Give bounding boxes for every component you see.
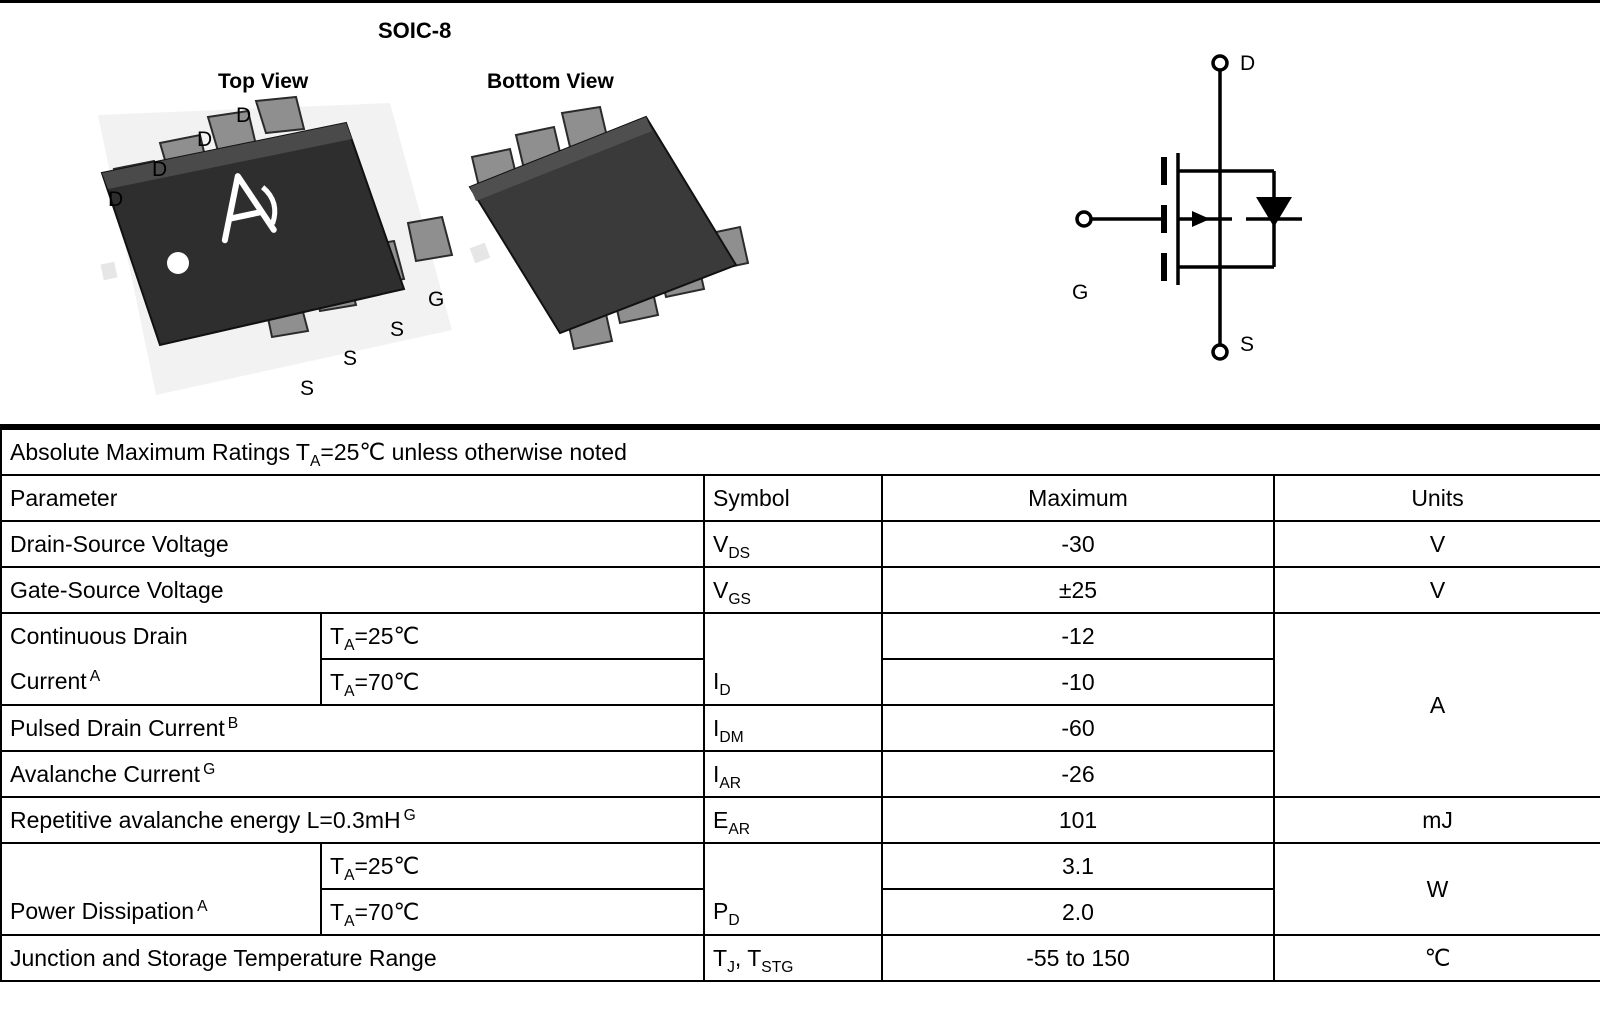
- table-row: [1, 935, 1600, 981]
- row-symbol: [704, 751, 882, 797]
- row-maximum: -60: [882, 705, 1274, 751]
- row-units: mJ: [1274, 797, 1600, 843]
- soic8-bottom-view-drawing: [450, 95, 780, 385]
- row-units: V: [1274, 567, 1600, 613]
- row-maximum: -55 to 150: [882, 935, 1274, 981]
- parameter-note: G: [403, 806, 416, 824]
- schematic-source-label: S: [1240, 333, 1255, 356]
- parameter-text: Current: [10, 668, 87, 694]
- pin-label-s2: S: [343, 347, 358, 370]
- col-units: Units: [1274, 475, 1600, 521]
- table-row: [1, 567, 1600, 613]
- pin-label-s1: S: [390, 318, 405, 341]
- row-symbol: [704, 797, 882, 843]
- parameter-text: Repetitive avalanche energy L=0.3mH: [10, 806, 401, 833]
- condition-rest: =25℃: [354, 852, 420, 879]
- mosfet-schematic-symbol: [1060, 45, 1360, 375]
- symbol-sub: AR: [728, 820, 751, 838]
- row-maximum: ±25: [882, 567, 1274, 613]
- parameter-text: Power Dissipation: [10, 898, 195, 924]
- condition-sub: A: [344, 636, 355, 654]
- top-view-label: Top View: [218, 70, 309, 93]
- parameter-note: A: [89, 668, 101, 685]
- condition-rest: =70℃: [354, 668, 420, 695]
- ratings-heading-rest: =25℃ unless otherwise noted: [320, 438, 627, 465]
- parameter-text: Pulsed Drain Current: [10, 714, 225, 741]
- condition-base: T: [330, 898, 345, 925]
- row-parameter: Junction and Storage Temperature Range: [1, 935, 704, 981]
- table-row: [1, 613, 1600, 659]
- row-parameter: [1, 659, 321, 705]
- row-units: ℃: [1274, 935, 1600, 981]
- table-heading-row: [1, 429, 1600, 475]
- symbol-sub: DM: [719, 728, 744, 746]
- row-symbol: [704, 567, 882, 613]
- schematic-drain-label: D: [1240, 52, 1256, 75]
- pin-label-d3: D: [152, 158, 168, 181]
- table-row: [1, 797, 1600, 843]
- pin-label-d4: D: [108, 188, 124, 211]
- col-symbol: Symbol: [704, 475, 882, 521]
- symbol-base: I: [713, 668, 720, 694]
- condition-rest: =70℃: [354, 898, 420, 925]
- ratings-heading: [1, 429, 1600, 475]
- soic8-top-view-drawing: [60, 95, 490, 415]
- condition-sub: A: [344, 912, 355, 930]
- row-units: V: [1274, 521, 1600, 567]
- row-maximum: 101: [882, 797, 1274, 843]
- row-parameter: Gate-Source Voltage: [1, 567, 704, 613]
- symbol-sub: GS: [728, 590, 751, 608]
- condition-base: T: [330, 668, 345, 695]
- symbol-sub: J: [727, 958, 735, 976]
- row-maximum: -26: [882, 751, 1274, 797]
- pin-label-d2: D: [197, 128, 213, 151]
- symbol-sub-2: STG: [761, 958, 794, 976]
- condition-base: T: [330, 852, 345, 879]
- symbol-sub: DS: [728, 544, 751, 562]
- pin-label-s3: S: [300, 377, 315, 400]
- symbol-sub: D: [728, 912, 740, 929]
- parameter-text: Avalanche Current: [10, 760, 201, 787]
- row-parameter: [1, 705, 704, 751]
- symbol-base: I: [713, 760, 720, 787]
- symbol-base: T: [713, 944, 728, 971]
- condition-sub: A: [344, 866, 355, 884]
- parameter-note: B: [227, 714, 239, 732]
- row-symbol: [704, 521, 882, 567]
- row-symbol: [704, 705, 882, 751]
- symbol-base: I: [713, 714, 720, 741]
- col-parameter: Parameter: [1, 475, 704, 521]
- row-condition: [321, 613, 704, 659]
- row-maximum: -10: [882, 659, 1274, 705]
- schematic-gate-label: G: [1072, 281, 1089, 304]
- symbol-sub: D: [719, 682, 731, 699]
- row-condition: [321, 843, 704, 889]
- parameter-note: G: [203, 760, 216, 778]
- parameter-note: A: [197, 898, 208, 915]
- row-parameter: Continuous Drain: [1, 613, 321, 659]
- row-maximum: 2.0: [882, 889, 1274, 935]
- symbol-base-2: , T: [734, 944, 762, 971]
- row-condition: [321, 659, 704, 705]
- pin-label-g: G: [428, 288, 445, 311]
- absolute-maximum-ratings-table: [0, 428, 1600, 982]
- symbol-sub: AR: [719, 774, 742, 792]
- row-symbol: [704, 889, 882, 935]
- col-maximum: Maximum: [882, 475, 1274, 521]
- symbol-base: V: [713, 530, 729, 557]
- pin-label-d1: D: [236, 104, 252, 127]
- row-units: W: [1274, 843, 1600, 935]
- row-parameter: [1, 797, 704, 843]
- condition-sub: A: [344, 682, 355, 700]
- row-units: A: [1274, 613, 1600, 797]
- table-column-header-row: [1, 475, 1600, 521]
- row-parameter: [1, 843, 321, 889]
- row-condition: [321, 889, 704, 935]
- table-row: [1, 521, 1600, 567]
- row-maximum: -12: [882, 613, 1274, 659]
- row-parameter: [1, 889, 321, 935]
- row-symbol: [704, 843, 882, 889]
- row-symbol: [704, 935, 882, 981]
- condition-rest: =25℃: [354, 622, 420, 649]
- row-parameter: Drain-Source Voltage: [1, 521, 704, 567]
- ratings-heading-text: Absolute Maximum Ratings T: [10, 438, 310, 465]
- symbol-base: P: [713, 898, 729, 924]
- bottom-view-label: Bottom View: [487, 70, 614, 93]
- row-parameter: [1, 751, 704, 797]
- package-title: SOIC-8: [378, 18, 452, 43]
- symbol-base: E: [713, 806, 729, 833]
- symbol-base: V: [713, 576, 729, 603]
- row-maximum: -30: [882, 521, 1274, 567]
- row-symbol: [704, 613, 882, 659]
- package-illustration-area: [0, 0, 1600, 428]
- ratings-heading-sub: A: [309, 452, 321, 470]
- table-row: [1, 843, 1600, 889]
- condition-base: T: [330, 622, 345, 649]
- row-symbol: [704, 659, 882, 705]
- row-maximum: 3.1: [882, 843, 1274, 889]
- top-divider: [0, 0, 1600, 3]
